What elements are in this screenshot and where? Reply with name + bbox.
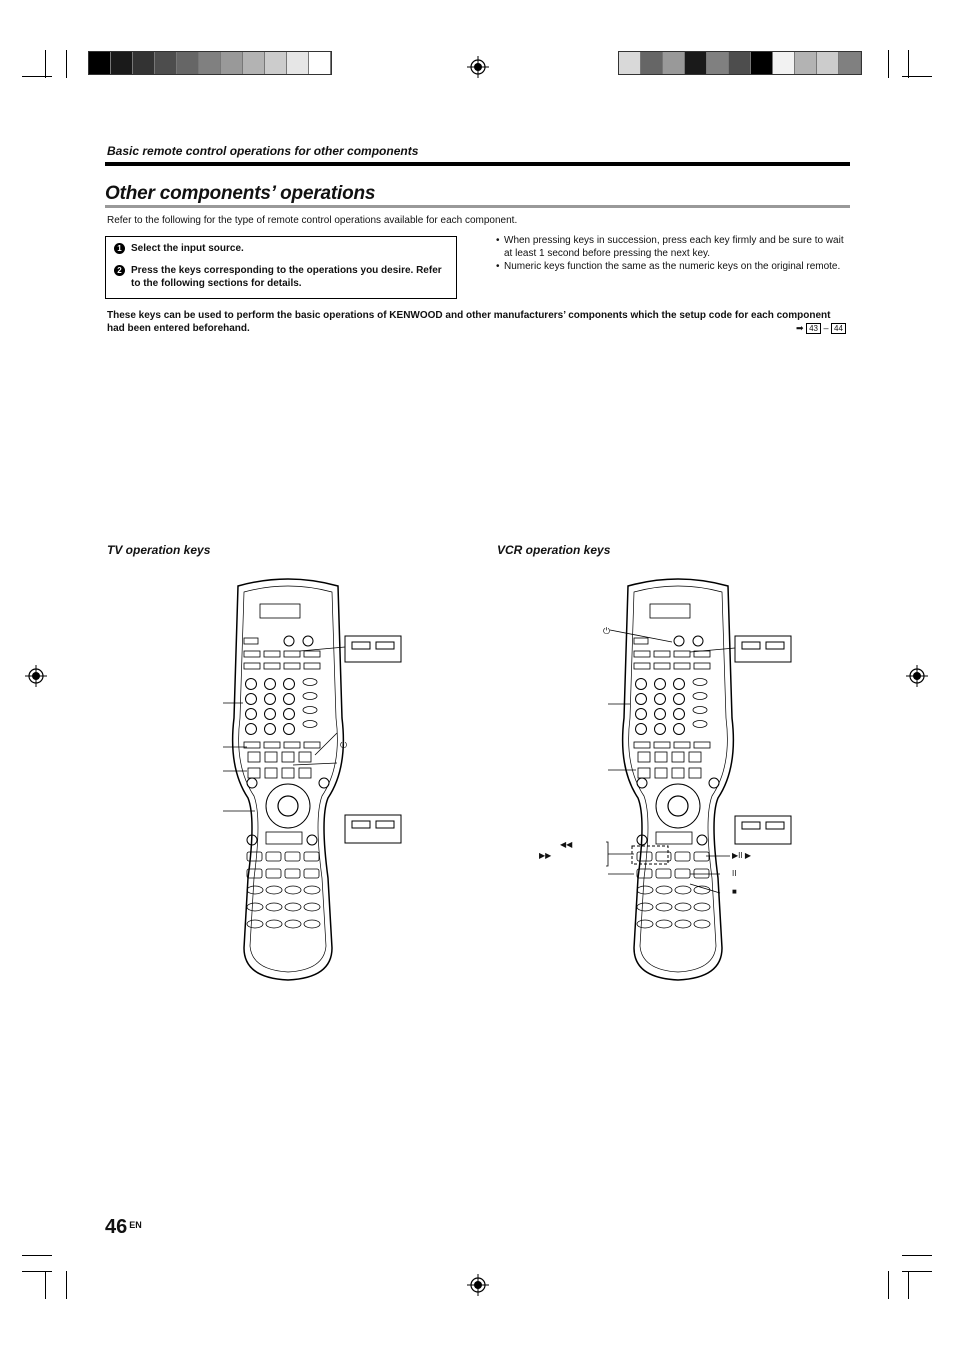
color-bar-left [88,51,332,75]
color-swatch [199,52,221,74]
crop-mark [908,50,909,78]
crop-mark [888,1271,889,1299]
crop-mark [22,1255,52,1256]
pause-icon: II [732,869,737,878]
crop-mark [22,76,52,77]
header-rule [105,162,850,166]
crop-mark [888,50,889,78]
step-text: Select the input source. [131,243,244,254]
color-swatch [287,52,309,74]
page-number [105,1216,142,1239]
intro-text: Refer to the following for the type of remote control operations available for each component. [107,215,518,226]
color-bar-right [618,51,862,75]
page-title: Other components’ operations [105,183,376,204]
crop-mark [902,1271,932,1272]
color-swatch [111,52,133,74]
registration-mark-icon [467,1274,489,1296]
page-reference [796,323,846,334]
crop-mark [902,1255,932,1256]
section-label: Basic remote control operations for other components [107,144,419,158]
fast-forward-icon: ▶▶ [539,851,552,860]
crop-mark [66,1271,67,1299]
color-swatch [685,52,707,74]
color-swatch [619,52,641,74]
step-number: 1 [114,243,125,254]
color-swatch [773,52,795,74]
rewind-icon: ◀◀ [560,840,573,849]
arrow-icon: ➡ [796,323,804,333]
page-ref-from: 43 [806,323,821,334]
color-swatch [89,52,111,74]
color-swatch [221,52,243,74]
color-swatch [177,52,199,74]
tv-callouts [215,625,415,855]
power-icon: ⏻ [340,740,348,750]
ref-dash: – [823,323,829,333]
color-swatch [243,52,265,74]
crop-mark [902,76,932,77]
crop-mark [22,1271,52,1272]
page-language: EN [129,1220,142,1230]
crop-mark [908,1271,909,1299]
vcr-callouts [560,620,820,910]
color-swatch [133,52,155,74]
basic-operations-text: These keys can be used to perform the basic operations of KENWOOD and other manufacturers’ components which the setup code for each component had been entered beforehand. [107,310,831,334]
color-swatch [663,52,685,74]
color-swatch [839,52,861,74]
vcr-power-icon: ⏻ [603,626,611,636]
play-pause-icon: ▶II ▶ [732,851,751,860]
color-swatch [751,52,773,74]
color-swatch [155,52,177,74]
crop-mark [66,50,67,78]
note-text: When pressing keys in succession, press each key firmly and be sure to wait at least 1 second before pressing the next key. [504,235,844,259]
note-item: • When pressing keys in succession, press each key firmly and be sure to wait at least 1 second before pressing the next key. [496,234,848,260]
step-text: Press the keys corresponding to the operations you desire. Refer to the following sections for details. [131,265,442,289]
note-text: Numeric keys function the same as the numeric keys on the original remote. [504,261,841,272]
crop-mark [45,1271,46,1299]
registration-mark-icon [467,56,489,78]
steps-box [105,236,457,299]
step-item [114,242,448,255]
page-number-value: 46 [105,1216,128,1238]
crop-mark [45,50,46,78]
color-swatch [795,52,817,74]
vcr-section-title: VCR operation keys [497,543,611,557]
registration-mark-icon [906,665,928,687]
color-swatch [707,52,729,74]
note-item: • Numeric keys function the same as the numeric keys on the original remote. [496,261,841,272]
color-swatch [729,52,751,74]
color-swatch [641,52,663,74]
registration-mark-icon [25,665,47,687]
stop-icon: ■ [732,887,737,896]
step-number: 2 [114,265,125,276]
page-ref-to: 44 [831,323,846,334]
color-swatch [817,52,839,74]
tv-section-title: TV operation keys [107,543,211,557]
color-swatch [309,52,331,74]
step-item [114,264,448,290]
notes-list [496,234,848,273]
color-swatch [265,52,287,74]
title-rule [105,205,850,208]
